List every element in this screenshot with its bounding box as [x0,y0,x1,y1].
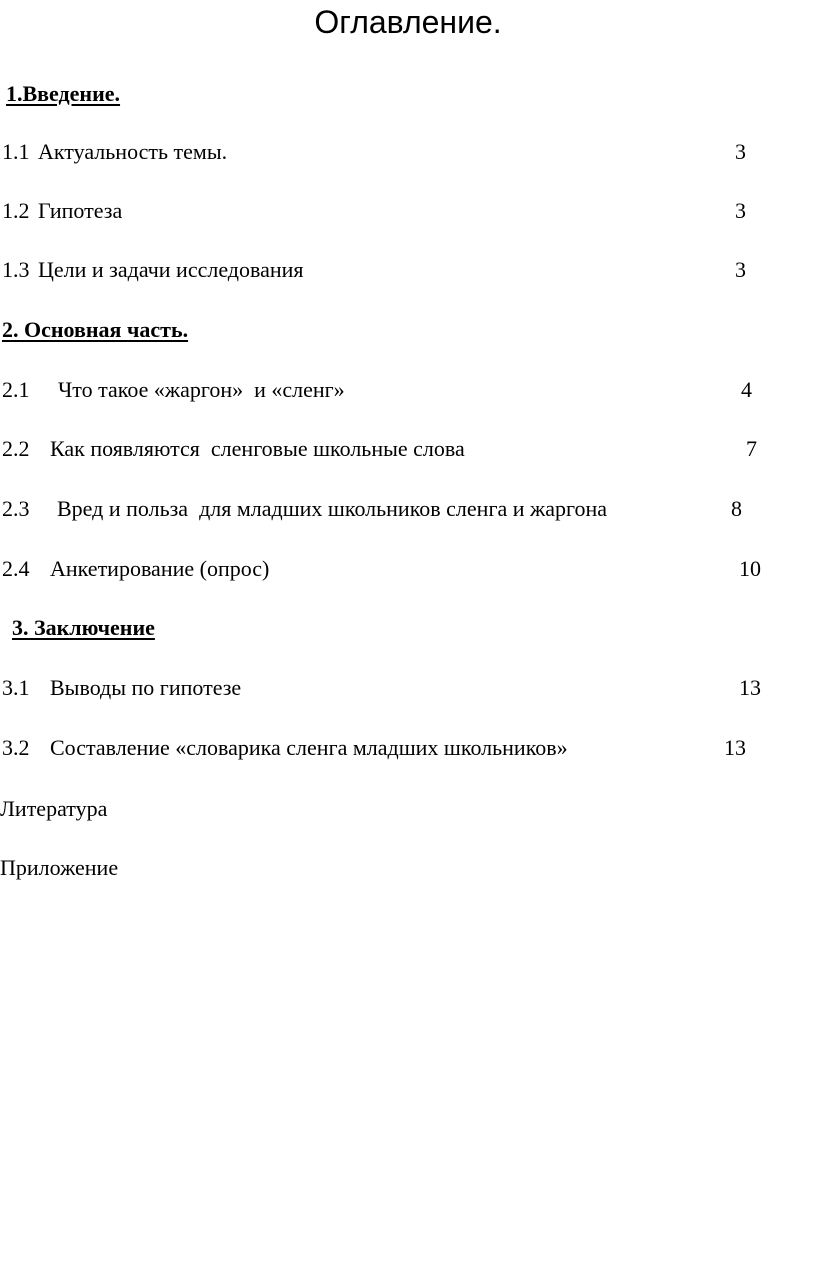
toc-entry-number: 1.1 [2,139,30,164]
section-heading-introduction: 1.Введение. [6,81,121,106]
toc-entry-number: 1.3 [2,257,30,282]
toc-entry-title: Вред и польза для младших школьников сленга и жаргона [57,496,607,521]
toc-entry-title: Что такое «жаргон» и «сленг» [58,377,345,402]
toc-entry [0,435,816,463]
toc-entry-page: 3 [735,139,746,164]
toc-entry-number: 1.2 [2,198,30,223]
toc-entry [0,495,816,523]
toc-entry-page: 3 [735,198,746,223]
toc-entry [0,674,816,702]
toc-entry-title: Актуальность темы. [38,139,228,164]
toc-entry-title: Выводы по гипотезе [50,675,242,700]
toc-entry-page: 3 [735,257,746,282]
page-title: Оглавление. [314,4,502,40]
toc-entry [0,138,816,166]
toc-entry [0,256,816,284]
toc-entry [0,555,816,583]
toc-entry-literature: Литература [0,796,108,821]
section-heading-conclusion: 3. Заключение [12,615,155,640]
toc-entry-number: 2.4 [2,556,30,581]
toc-entry [0,197,816,225]
toc-entry-title: Цели и задачи исследования [38,257,304,282]
toc-entry-number: 2.3 [2,496,30,521]
toc-entry-number: 3.2 [2,735,30,760]
toc-entry-page: 10 [739,556,761,581]
toc-entry-title: Как появляются сленговые школьные слова [50,436,465,461]
toc-entry-page: 8 [731,496,742,521]
toc-entry-page: 4 [741,377,752,402]
section-heading-main-part: 2. Основная часть. [2,317,189,342]
toc-entry-title: Гипотеза [38,198,123,223]
toc-entry-title: Анкетирование (опрос) [50,556,270,581]
toc-entry-appendix: Приложение [0,855,119,880]
toc-entry-page: 7 [746,436,757,461]
toc-entry [0,734,816,762]
toc-entry-number: 2.1 [2,377,30,402]
toc-entry-number: 3.1 [2,675,30,700]
toc-entry-title: Составление «словарика сленга младших школьников» [50,735,568,760]
toc-entry-page: 13 [724,735,746,760]
toc-entry-number: 2.2 [2,436,30,461]
toc-entry-page: 13 [739,675,761,700]
toc-entry [0,376,816,404]
